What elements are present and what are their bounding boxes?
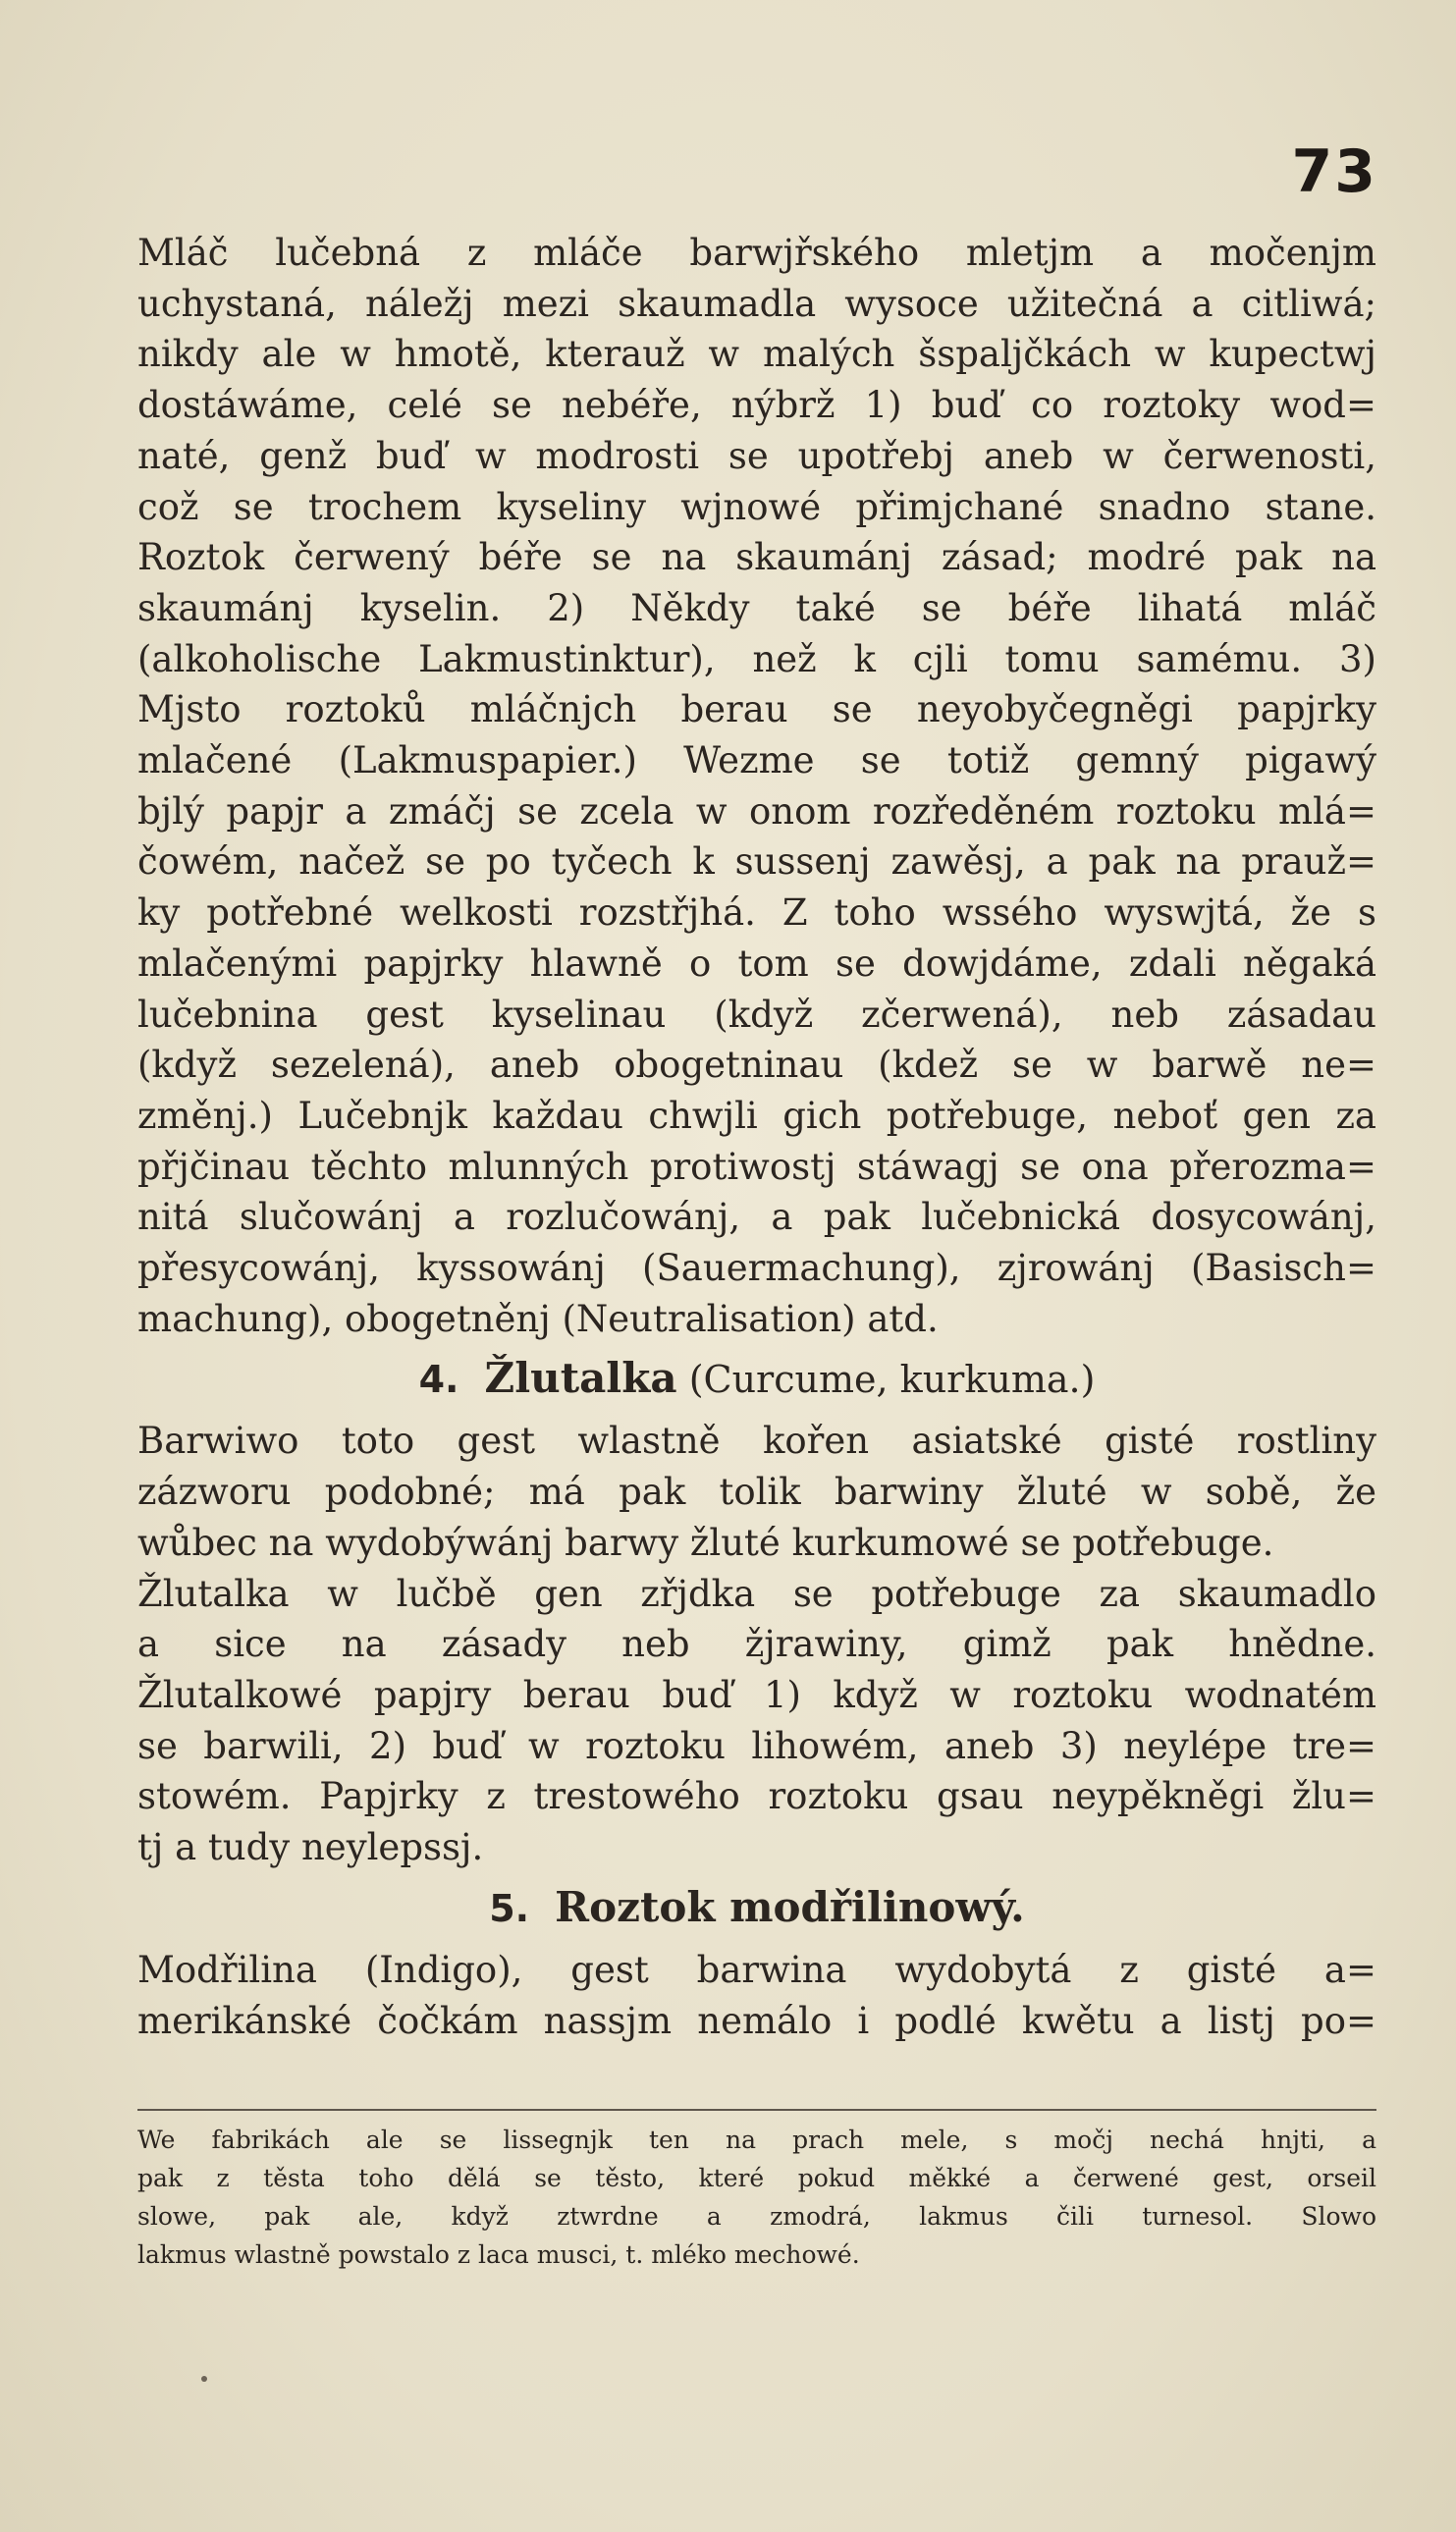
text-line: Mjsto roztoků mláčnjch berau se neyobyčegněgi papjrky: [137, 688, 1376, 731]
footnote-divider: [137, 2109, 1376, 2111]
text-line: stowém. Papjrky z trestowého roztoku gsau neypěkněgi žlu=: [137, 1775, 1376, 1818]
paper-speck: [201, 2376, 207, 2382]
text-line: což se trochem kyseliny wjnowé přimjchané snadno stane.: [137, 485, 1376, 528]
text-line: (alkoholische Lakmustinktur), než k cjli tomu samému. 3): [137, 637, 1376, 680]
section-number: 5.: [489, 1886, 530, 1930]
text-line: (když sezelená), aneb obogetninau (kdež se w barwě ne=: [137, 1044, 1376, 1087]
text-line: Žlutalka w lučbě gen zřjdka se potřebuge za skaumadlo: [137, 1572, 1376, 1615]
text-line: čowém, načež se po tyčech k sussenj zawěsj, a pak na prauž=: [137, 840, 1376, 884]
text-line: nikdy ale w hmotě, kterauž w malých šspaljčkách w kupectwj: [137, 333, 1376, 376]
text-line: a sice na zásady neb žjrawiny, gimž pak hnědne.: [137, 1623, 1376, 1666]
text-line: Modřilina (Indigo), gest barwina wydobytá z gisté a=: [137, 1948, 1376, 1991]
text-line: přesycowánj, kyssowánj (Sauermachung), zjrowánj (Basisch=: [137, 1247, 1376, 1290]
text-line: skaumánj kyselin. 2) Někdy také se béře lihatá mláč: [137, 586, 1376, 629]
footnote: [137, 2121, 1376, 2274]
text-line: Barwiwo toto gest wlastně kořen asiatské gisté rostliny: [137, 1420, 1376, 1463]
paragraph-modrilina: [137, 1945, 1376, 2046]
text-line: Mláč lučebná z mláče barwjřského mletjm a močenjm: [137, 232, 1376, 274]
footnote-line: slowe, pak ale, když ztwrdne a zmodrá, lakmus čili turnesol. Slowo: [137, 2202, 1376, 2231]
section-title: Roztok modřilinowý.: [555, 1882, 1025, 1931]
text-line: tj a tudy neylepssj.: [137, 1826, 484, 1869]
text-line: Roztok čerwený béře se na skaumánj zásad; modré pak na: [137, 536, 1376, 579]
paragraph-mlac: [137, 228, 1376, 1344]
text-line: uchystaná, náležj mezi skaumadla wysoce užitečná a citliwá;: [137, 282, 1376, 325]
main-text: [137, 228, 1376, 2046]
text-line: merikánské čočkám nassjm nemálo i podlé kwětu a listj po=: [137, 1999, 1376, 2042]
text-line: změnj.) Lučebnjk každau chwjli gich potřebuge, neboť gen za: [137, 1094, 1376, 1137]
text-line: wůbec na wydobýwánj barwy žluté kurkumowé se potřebuge.: [137, 1521, 1274, 1564]
text-line: machung), obogetněnj (Neutralisation) atd.: [137, 1297, 939, 1340]
section-subtitle: (Curcume, kurkuma.): [688, 1358, 1096, 1402]
section-number: 4.: [418, 1358, 459, 1402]
paragraph-zlutalka-v-lucbe: [137, 1569, 1376, 1873]
text-line: lučebnina gest kyselinau (když zčerwená), neb zásadau: [137, 993, 1376, 1036]
text-line: mlačenými papjrky hlawně o tom se dowjdáme, zdali něgaká: [137, 942, 1376, 985]
text-line: Žlutalkowé papjry berau buď 1) když w roztoku wodnatém: [137, 1673, 1376, 1716]
text-line: bjlý papjr a zmáčj se zcela w onom rozředěném roztoku mlá=: [137, 789, 1376, 833]
page-number: 73: [1291, 137, 1377, 206]
text-line: se barwili, 2) buď w roztoku lihowém, aneb 3) neylépe tre=: [137, 1724, 1376, 1767]
text-line: ky potřebné welkosti rozstřjhá. Z toho wssého wyswjtá, že s: [137, 891, 1376, 935]
section-heading-roztok: [137, 1879, 1376, 1937]
section-title: Žlutalka: [484, 1354, 677, 1403]
text-line: zázworu podobné; má pak tolik barwiny žluté w sobě, že: [137, 1471, 1376, 1514]
text-line: dostáwáme, celé se nebéře, nýbrž 1) buď co roztoky wod=: [137, 384, 1376, 427]
footnote-line: lakmus wlastně powstalo z laca musci, t. mléko mechowé.: [137, 2240, 860, 2269]
text-line: naté, genž buď w modrosti se upotřebj aneb w čerwenosti,: [137, 434, 1376, 477]
footnote-line: We fabrikách ale se lissegnjk ten na prach mele, s močj nechá hnjti, a: [137, 2126, 1376, 2154]
text-line: mlačené (Lakmuspapier.) Wezme se totiž gemný pigawý: [137, 739, 1376, 782]
text-line: přjčinau těchto mlunných protiwostj stáwagj se ona přerozma=: [137, 1145, 1376, 1188]
section-heading-zlutalka: [137, 1350, 1376, 1408]
text-line: nitá slučowánj a rozlučowánj, a pak lučebnická dosycowánj,: [137, 1196, 1376, 1239]
paragraph-barwiwo: [137, 1416, 1376, 1568]
footnote-line: pak z těsta toho dělá se těsto, které pokud měkké a čerwené gest, orseil: [137, 2164, 1376, 2192]
